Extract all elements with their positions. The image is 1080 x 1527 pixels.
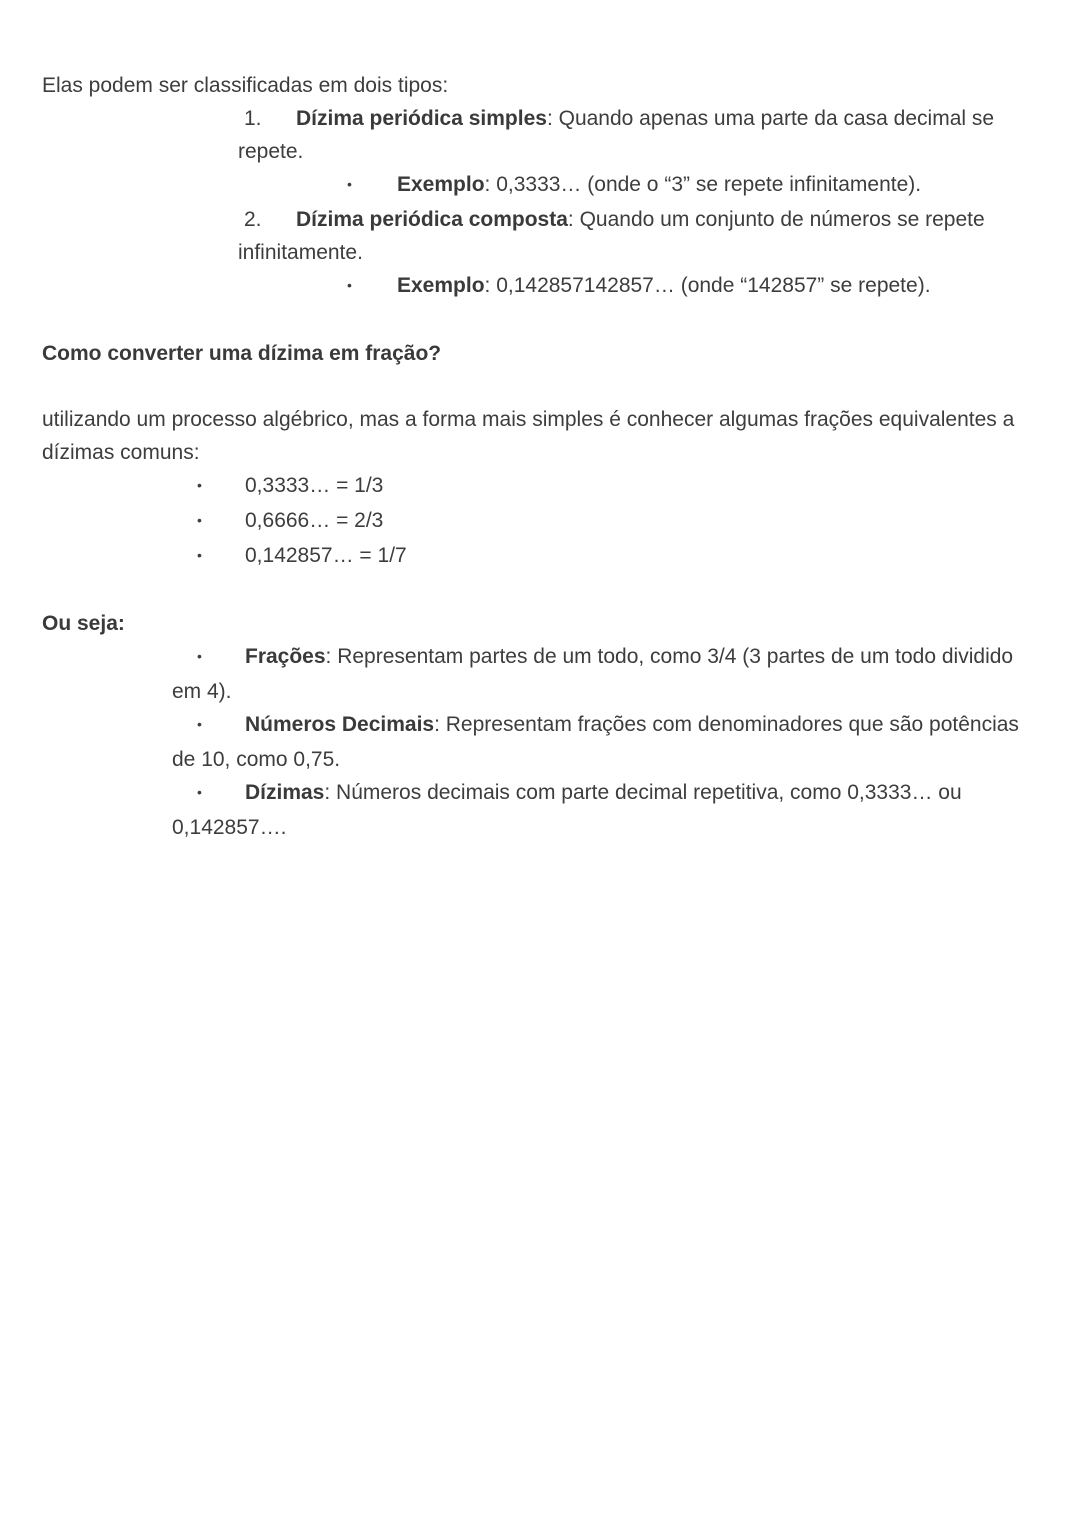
type-term: Dízima periódica simples bbox=[296, 107, 547, 130]
equivalence-text: 0,3333… = 1/3 bbox=[245, 474, 384, 497]
bullet-icon: • bbox=[197, 648, 202, 664]
list-item bbox=[172, 708, 1042, 776]
type-simple bbox=[238, 102, 1028, 168]
summary-text: : Representam frações com denominadores que são potências de 10, como 0,75. bbox=[172, 713, 1019, 771]
bullet-icon: • bbox=[347, 277, 352, 293]
summary-term: Dízimas bbox=[245, 781, 325, 804]
bullet-icon: • bbox=[197, 784, 202, 800]
list-number: 1. bbox=[244, 107, 262, 130]
list-item bbox=[172, 640, 1042, 708]
bullet-icon: • bbox=[197, 716, 202, 732]
type-description: : Quando um conjunto de números se repete infinitamente. bbox=[238, 208, 985, 264]
bullet-icon: • bbox=[347, 176, 352, 192]
convert-paragraph: utilizando um processo algébrico, mas a forma mais simples é conhecer algumas frações equivalentes a dízimas comuns: bbox=[42, 408, 1015, 464]
bullet-icon: • bbox=[197, 547, 202, 563]
summary-text: : Representam partes de um todo, como 3/4 (3 partes de um todo dividido em 4). bbox=[172, 645, 1014, 703]
list-item bbox=[172, 776, 1042, 844]
convert-heading: Como converter uma dízima em fração? bbox=[42, 342, 442, 365]
example-text: : 0,3333… (onde o “3” se repete infinitamente). bbox=[484, 173, 922, 196]
bullet-icon: • bbox=[197, 477, 202, 493]
summary-term: Frações bbox=[245, 645, 326, 668]
summary-term: Números Decimais bbox=[245, 713, 435, 736]
list-number: 2. bbox=[244, 208, 262, 231]
type-description: : Quando apenas uma parte da casa decimal se repete. bbox=[238, 107, 995, 163]
example-text: : 0,142857142857… (onde “142857” se repete). bbox=[484, 274, 931, 297]
document-page bbox=[42, 69, 1042, 844]
list-item bbox=[197, 504, 1042, 539]
bullet-icon: • bbox=[197, 512, 202, 528]
summary-text: : Números decimais com parte decimal repetitiva, como 0,3333… ou 0,142857…. bbox=[172, 781, 962, 839]
type-composite bbox=[238, 203, 1028, 269]
list-item bbox=[197, 539, 1042, 574]
equivalence-text: 0,6666… = 2/3 bbox=[245, 509, 384, 532]
intro-text: Elas podem ser classificadas em dois tipos: bbox=[42, 74, 449, 97]
type-composite-example bbox=[347, 269, 1042, 304]
type-term: Dízima periódica composta bbox=[296, 208, 568, 231]
example-label: Exemplo bbox=[397, 274, 485, 297]
example-label: Exemplo bbox=[397, 173, 485, 196]
equivalence-text: 0,142857… = 1/7 bbox=[245, 544, 407, 567]
summary-heading: Ou seja: bbox=[42, 612, 125, 635]
type-simple-example bbox=[347, 168, 1042, 203]
list-item bbox=[197, 469, 1042, 504]
